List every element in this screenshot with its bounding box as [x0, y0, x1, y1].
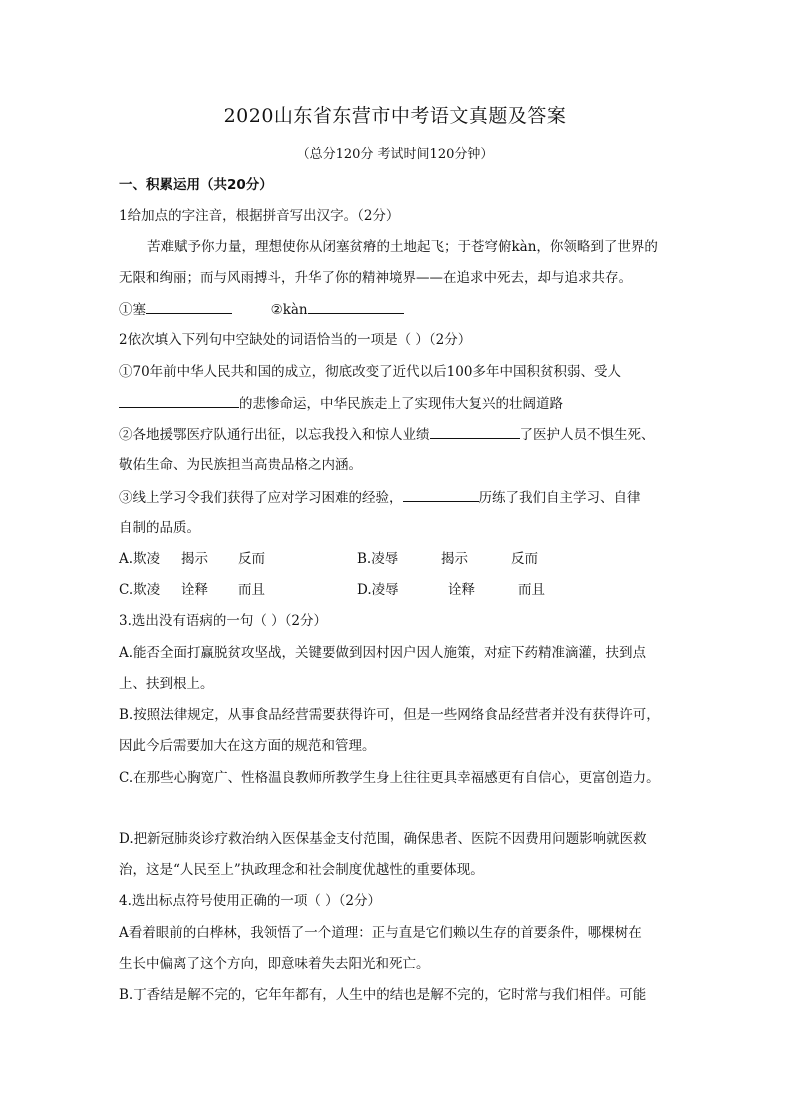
- question-2-sentence-2b: 敬佑生命、为民族担当高贵品格之内涵。: [119, 457, 362, 473]
- blank-line: [430, 424, 520, 439]
- option-b-word-2: 揭示: [441, 551, 468, 567]
- question-4-option-a-line-1: A看着眼前的白桦林，我领悟了一个道理：正与直是它们赖以生存的首要条件，哪棵树在: [119, 925, 642, 941]
- question-2-sentence-1a: ①70年前中华人民共和国的成立，彻底改变了近代以后100多年中国积贫积弱、受人: [119, 364, 621, 380]
- question-3-option-d-line-2: 治，这是“人民至上”执政理念和社会制度优越性的重要体现。: [119, 862, 484, 878]
- question-2-sentence-1b: [119, 393, 563, 414]
- question-1-stem: 1给加点的字注音，根据拼音写出汉字。（2分）: [119, 208, 400, 224]
- blank-2-line: [308, 299, 404, 314]
- question-4-option-a-line-2: 生长中偏离了这个方向，即意味着失去阳光和死亡。: [119, 956, 430, 972]
- question-2-sentence-2a: [119, 424, 655, 445]
- question-3-option-a-line-2: 上、扶到根上。: [119, 676, 214, 692]
- question-3-stem: 3.选出没有语病的一句（ ）（2分）: [119, 613, 328, 629]
- question-3-option-a-line-1: A.能否全面打赢脱贫攻坚战，关键要做到因村因户因人施策，对症下药精准滴灌，扶到点: [119, 645, 647, 661]
- blank-line: [403, 487, 479, 502]
- option-d-word-2: 诠释: [448, 582, 475, 598]
- question-3-option-d-line-1: D.把新冠肺炎诊疗救治纳入医保基金支付范围，确保患者、医院不因费用问题影响就医救: [119, 831, 647, 847]
- option-c-word-2: 诠释: [181, 582, 208, 598]
- blank-2-label: ②kàn: [270, 302, 308, 318]
- option-d-word-3: 而且: [518, 582, 545, 598]
- blank-1-label: ①塞: [119, 302, 146, 318]
- question-1-passage-line-2: 无限和绚丽；而与风雨搏斗，升华了你的精神境界——在追求中死去，却与追求共存。: [119, 270, 632, 286]
- question-3-option-c: C.在那些心胸宽广、性格温良教师所教学生身上往往更具幸福感更有自信心，更富创造力。: [119, 770, 660, 786]
- section-heading: 一、积累运用（共20分）: [119, 177, 273, 193]
- question-3-option-b-line-1: B.按照法律规定，从事食品经营需要获得许可，但是一些网络食品经营者并没有获得许可，: [119, 707, 660, 723]
- option-c-word-1: C.欺凌: [119, 582, 161, 598]
- question-1-passage-line-1: 苦难赋予你力量，理想使你从闭塞贫瘠的土地起飞；于苍穹俯kàn，你领略到了世界的: [147, 239, 658, 255]
- question-1-blanks: [119, 299, 404, 320]
- question-4-option-b-line-1: B.丁香结是解不完的，它年年都有，人生中的结也是解不完的，它时常与我们相伴。可能: [119, 987, 647, 1003]
- blank-1-line: [146, 299, 232, 314]
- sentence-text: ③线上学习令我们获得了应对学习困难的经验，: [119, 490, 403, 506]
- option-a-word-2: 揭示: [181, 551, 208, 567]
- option-a-word-3: 反而: [238, 551, 265, 567]
- option-c-word-3: 而且: [238, 582, 265, 598]
- option-a-word-1: A.欺凌: [119, 551, 161, 567]
- question-2-sentence-3b: 自制的品质。: [119, 520, 200, 536]
- sentence-text: 了医护人员不惧生死、: [519, 427, 655, 443]
- blank-line: [119, 393, 239, 408]
- question-3-option-b-line-2: 因此今后需要加大在这方面的规范和管理。: [119, 738, 376, 754]
- sentence-text: 的悲惨命运，中华民族走上了实现伟大复兴的壮阔道路: [239, 396, 563, 412]
- question-2-stem: 2依次填入下列句中空缺处的词语恰当的一项是（ ）（2分）: [119, 332, 472, 348]
- sentence-text: 历练了我们自主学习、自律: [478, 490, 641, 506]
- option-b-word-1: B.凌辱: [357, 551, 399, 567]
- sentence-text: ②各地援鄂医疗队通行出征，以忘我投入和惊人业绩: [119, 427, 430, 443]
- option-d-word-1: D.凌辱: [357, 582, 399, 598]
- question-4-stem: 4.选出标点符号使用正确的一项（ ）（2分）: [119, 893, 382, 909]
- exam-title: 2020山东省东营市中考语文真题及答案: [223, 105, 567, 127]
- option-b-word-3: 反而: [511, 551, 538, 567]
- question-2-sentence-3a: [119, 487, 641, 508]
- exam-subtitle: （总分120分 考试时间120分钟）: [296, 147, 494, 162]
